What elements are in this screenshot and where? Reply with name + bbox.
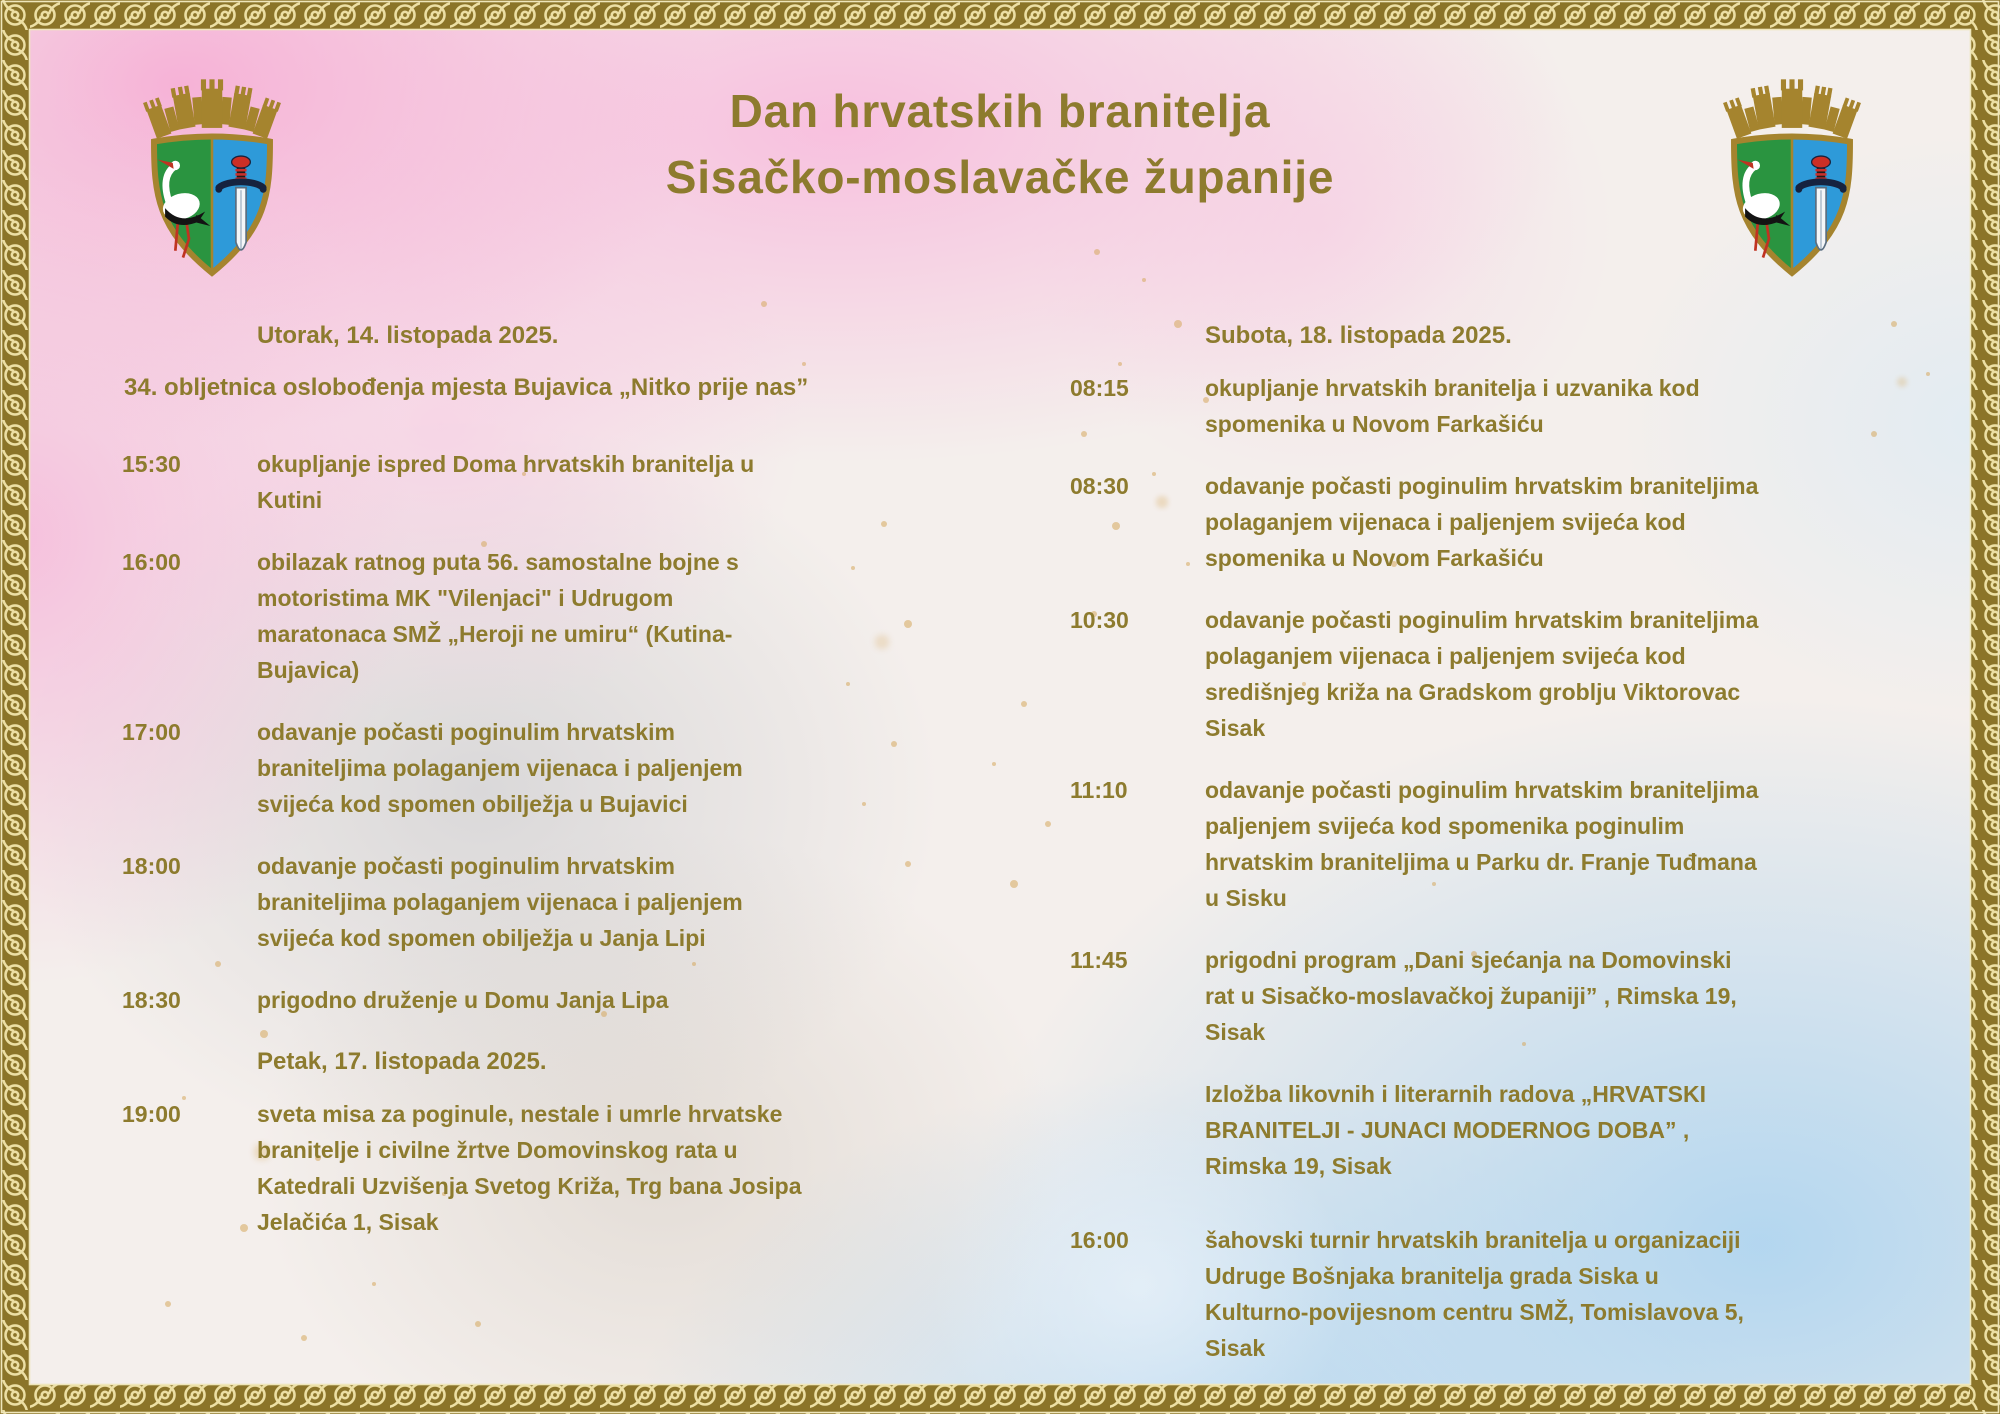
schedule-note: 34. obljetnica oslobođenja mjesta Bujavica „Nitko prije nas” [124, 374, 809, 401]
day-header: Utorak, 14. listopada 2025. [257, 322, 559, 349]
event-description: prigodni program „Dani sjećanja na Domovinski rat u Sisačko-moslavačkoj županiji” , Rimska 19, Sisak [1205, 947, 1737, 1045]
event-description: odavanje počasti poginulim hrvatskim braniteljima paljenjem svijeća kod spomenika poginulim hrvatskim braniteljima u Parku dr. Franje Tuđmana u Sisku [1205, 777, 1759, 911]
event-time: 18:00 [122, 853, 181, 879]
schedule-event [1070, 370, 1770, 442]
schedule-event [1070, 602, 1770, 746]
poster-header [0, 78, 2000, 210]
gold-splatter-decoration [0, 0, 4, 4]
event-description: sveta misa za poginule, nestale i umrle hrvatske branitelje i civilne žrtve Domovinskog rata u Katedrali Uzvišenja Svetog Križa, Trg bana Josipa Jelačića 1, Sisak [257, 1101, 802, 1235]
schedule-event [122, 848, 812, 956]
event-description: prigodno druženje u Domu Janja Lipa [257, 987, 669, 1013]
event-time: 16:00 [122, 549, 181, 575]
day-header: Petak, 17. listopada 2025. [257, 1048, 547, 1075]
schedule-note: Izložba likovnih i literarnih radova „HRVATSKI BRANITELJI - JUNACI MODERNOG DOBA” , Rimska 19, Sisak [1205, 1081, 1706, 1179]
schedule-event [1070, 772, 1770, 916]
event-description: odavanje počasti poginulim hrvatskim braniteljima polaganjem vijenaca i paljenjem svijeća kod spomenika u Novom Farkašiću [1205, 473, 1759, 571]
event-time: 11:10 [1070, 777, 1128, 803]
event-time: 10:30 [1070, 607, 1129, 633]
event-time: 08:15 [1070, 375, 1129, 401]
schedule-column-right [1070, 318, 1770, 1392]
event-time: 16:00 [1070, 1227, 1129, 1253]
poster-title-line2: Sisačko-moslavačke županije [665, 151, 1335, 203]
schedule-event [1070, 1222, 1770, 1366]
event-time: 17:00 [122, 719, 181, 745]
event-description: obilazak ratnog puta 56. samostalne bojne s motoristima MK "Vilenjaci" i Udrugom maratonaca SMŽ „Heroji ne umiru“ (Kutina-Bujavica) [257, 549, 739, 683]
schedule-event [122, 544, 812, 688]
event-description: šahovski turnir hrvatskih branitelja u organizaciji Udruge Bošnjaka branitelja grada Siska u Kulturno-povijesnom centru SMŽ, Tomislavova 5, Sisak [1205, 1227, 1744, 1361]
day-header: Subota, 18. listopada 2025. [1205, 322, 1512, 349]
event-description: okupljanje ispred Doma hrvatskih branitelja u Kutini [257, 451, 755, 513]
schedule-event [122, 1096, 812, 1240]
event-description: okupljanje hrvatskih branitelja i uzvanika kod spomenika u Novom Farkašiću [1205, 375, 1700, 437]
event-description: odavanje počasti poginulim hrvatskim braniteljima polaganjem vijenaca i paljenjem svijeća kod središnjeg križa na Gradskom groblju Viktorovac Sisak [1205, 607, 1759, 741]
schedule-event [1070, 942, 1770, 1050]
schedule-event [122, 982, 812, 1018]
schedule-event [1070, 468, 1770, 576]
event-description: odavanje počasti poginulim hrvatskim braniteljima polaganjem vijenaca i paljenjem svijeća kod spomen obilježja u Bujavici [257, 719, 743, 817]
event-time: 08:30 [1070, 473, 1129, 499]
event-time: 18:30 [122, 987, 181, 1013]
event-description: odavanje počasti poginulim hrvatskim braniteljima polaganjem vijenaca i paljenjem svijeća kod spomen obilježja u Janja Lipi [257, 853, 743, 951]
event-time: 11:45 [1070, 947, 1128, 973]
schedule-column-left [122, 318, 812, 1266]
schedule-event [122, 446, 812, 518]
event-time: 19:00 [122, 1101, 181, 1127]
poster-title-line1: Dan hrvatskih branitelja [729, 85, 1271, 137]
event-time: 15:30 [122, 451, 181, 477]
schedule-event [122, 714, 812, 822]
